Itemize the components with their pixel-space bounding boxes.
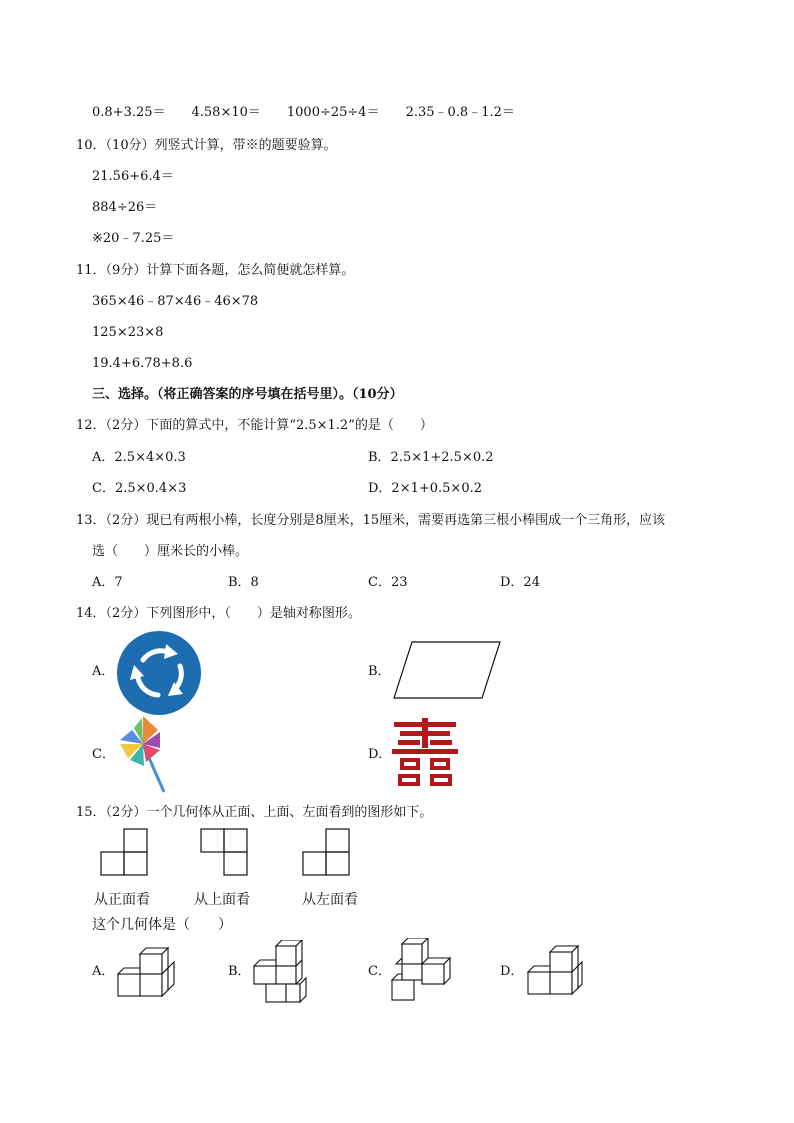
left-view-label: 从左面看 bbox=[302, 892, 358, 908]
q14-option-d-label: D． bbox=[368, 747, 392, 762]
double-happiness-icon bbox=[392, 718, 458, 786]
q15-question: 这个几何体是（ ） bbox=[92, 917, 232, 933]
q15-option-a-label: A． bbox=[92, 964, 115, 979]
q13-stem: 13．（2分）现已有两根小棒，长度分别是8厘米，15厘米，需要再选第三根小棒围成一个三角形，应该 bbox=[76, 513, 666, 528]
q13-stem-continued: 选（ ）厘米长的小棒。 bbox=[92, 544, 249, 559]
q11-item-2: 125×23×8 bbox=[92, 325, 164, 340]
q15-stem: 15．（2分）一个几何体从正面、上面、左面看到的图形如下。 bbox=[76, 805, 433, 820]
q14-option-c-label: C． bbox=[92, 747, 115, 762]
option-b-cubes-figure bbox=[250, 940, 310, 1004]
q13-option-b: B．8 bbox=[228, 575, 259, 590]
q11-item-3: 19.4+6.78+8.6 bbox=[92, 356, 193, 371]
q12-option-a: A．2.5×4×0.3 bbox=[92, 450, 186, 465]
q12-option-c: C．2.5×0.4×3 bbox=[92, 481, 187, 496]
q10-stem: 10．（10分）列竖式计算，带※的题要验算。 bbox=[76, 138, 337, 153]
top-view-figure bbox=[200, 828, 250, 876]
option-a-cubes-figure bbox=[116, 942, 178, 998]
option-d-cubes-figure bbox=[522, 944, 584, 998]
roundabout-sign-icon bbox=[116, 630, 202, 716]
q15-option-d-label: D． bbox=[500, 964, 524, 979]
pinwheel-icon bbox=[116, 714, 172, 794]
q10-item-1: 21.56+6.4＝ bbox=[92, 169, 174, 184]
parallelogram-icon bbox=[392, 640, 502, 700]
q10-item-2: 884÷26＝ bbox=[92, 200, 158, 215]
q12-option-b: B．2.5×1+2.5×0.2 bbox=[368, 450, 494, 465]
front-view-label: 从正面看 bbox=[94, 892, 150, 908]
q14-option-a-label: A． bbox=[92, 664, 115, 679]
front-view-figure bbox=[100, 828, 150, 876]
q10-item-3: ※20﹣7.25＝ bbox=[92, 231, 175, 246]
q11-stem: 11．（9分）计算下面各题，怎么简便就怎样算。 bbox=[76, 263, 355, 278]
option-c-cubes-figure bbox=[390, 938, 452, 1002]
section-3-heading: 三、选择。（将正确答案的序号填在括号里）。（10分） bbox=[92, 387, 403, 402]
q11-item-1: 365×46﹣87×46﹣46×78 bbox=[92, 294, 259, 309]
q12-stem: 12．（2分）下面的算式中，不能计算“2.5×1.2”的是（ ） bbox=[76, 418, 433, 433]
q13-option-c: C．23 bbox=[368, 575, 408, 590]
left-view-figure bbox=[302, 828, 352, 876]
q15-option-b-label: B． bbox=[228, 964, 251, 979]
q14-stem: 14．（2分）下列图形中，（ ）是轴对称图形。 bbox=[76, 606, 361, 621]
q13-option-a: A．7 bbox=[92, 575, 123, 590]
top-view-label: 从上面看 bbox=[194, 892, 250, 908]
q9-calculations: 0.8+3.25＝ 4.58×10＝ 1000÷25÷4＝ 2.35﹣0.8﹣1.2＝ bbox=[92, 105, 515, 120]
q13-option-d: D．24 bbox=[500, 575, 540, 590]
q14-option-b-label: B． bbox=[368, 664, 391, 679]
q12-option-d: D．2×1+0.5×0.2 bbox=[368, 481, 482, 496]
q15-option-c-label: C． bbox=[368, 964, 391, 979]
